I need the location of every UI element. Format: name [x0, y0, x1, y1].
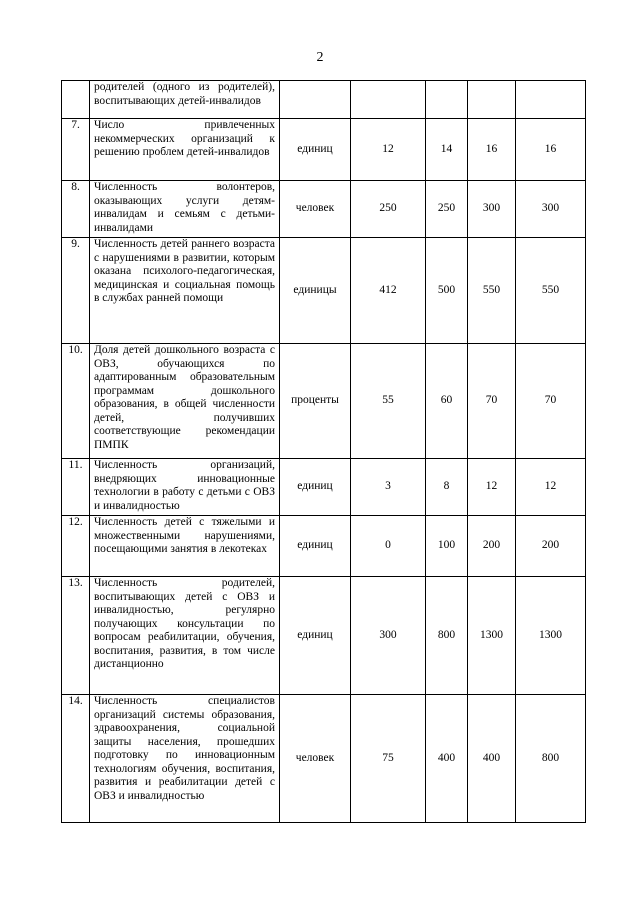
row-number: 7.	[62, 119, 90, 181]
value-cell: 800	[516, 695, 586, 823]
value-cell: 250	[426, 181, 468, 238]
value-cell	[351, 81, 426, 119]
value-cell	[516, 81, 586, 119]
value-cell: 550	[516, 238, 586, 344]
value-cell: 1300	[468, 577, 516, 695]
value-cell: 800	[426, 577, 468, 695]
value-cell: 8	[426, 459, 468, 516]
indicator-description: родителей (одного из родителей), воспитывающих детей-инвалидов	[90, 81, 280, 119]
indicator-description: Число привлеченных некоммерческих организаций к решению проблем детей-инвалидов	[90, 119, 280, 181]
indicator-description: Численность детей с тяжелыми и множественными нарушениями, посещающими занятия в лекотеках	[90, 516, 280, 577]
value-cell: 300	[468, 181, 516, 238]
unit-cell: единиц	[280, 459, 351, 516]
unit-cell: единицы	[280, 238, 351, 344]
value-cell: 12	[351, 119, 426, 181]
row-number: 14.	[62, 695, 90, 823]
table-row	[62, 238, 586, 344]
unit-cell: проценты	[280, 344, 351, 459]
indicators-table	[61, 80, 586, 823]
indicator-description: Численность организаций, внедряющих инновационные технологии в работу с детьми с ОВЗ и инвалидностью	[90, 459, 280, 516]
value-cell: 1300	[516, 577, 586, 695]
value-cell: 200	[516, 516, 586, 577]
value-cell: 55	[351, 344, 426, 459]
table-row	[62, 181, 586, 238]
value-cell: 100	[426, 516, 468, 577]
table-row	[62, 81, 586, 119]
value-cell: 300	[516, 181, 586, 238]
value-cell	[468, 81, 516, 119]
indicator-description: Численность специалистов организаций системы образования, здравоохранения, социальной защиты населения, прошедших подготовку по инновационным технологиям обучения, воспитания, развития и реабилитации детей с ОВЗ и инвалидностью	[90, 695, 280, 823]
table-row	[62, 459, 586, 516]
value-cell	[426, 81, 468, 119]
unit-cell: человек	[280, 695, 351, 823]
value-cell: 200	[468, 516, 516, 577]
row-number: 10.	[62, 344, 90, 459]
indicator-description: Численность родителей, воспитывающих детей с ОВЗ и инвалидностью, регулярно получающих консультации по вопросам реабилитации, обучения, воспитания, развития, в том числе дистанционно	[90, 577, 280, 695]
unit-cell	[280, 81, 351, 119]
value-cell: 400	[468, 695, 516, 823]
row-number	[62, 81, 90, 119]
value-cell: 412	[351, 238, 426, 344]
table-row	[62, 695, 586, 823]
value-cell: 60	[426, 344, 468, 459]
value-cell: 400	[426, 695, 468, 823]
value-cell: 0	[351, 516, 426, 577]
value-cell: 75	[351, 695, 426, 823]
value-cell: 70	[516, 344, 586, 459]
indicator-description: Численность волонтеров, оказывающих услуги детям-инвалидам и семьям с детьми-инвалидами	[90, 181, 280, 238]
row-number: 12.	[62, 516, 90, 577]
unit-cell: единиц	[280, 577, 351, 695]
value-cell: 12	[468, 459, 516, 516]
indicator-description: Доля детей дошкольного возраста с ОВЗ, обучающихся по адаптированным образовательным программам дошкольного образования, в общей численности детей, получивших соответствующие рекомендации ПМПК	[90, 344, 280, 459]
row-number: 11.	[62, 459, 90, 516]
row-number: 8.	[62, 181, 90, 238]
row-number: 13.	[62, 577, 90, 695]
value-cell: 3	[351, 459, 426, 516]
value-cell: 550	[468, 238, 516, 344]
table-row	[62, 516, 586, 577]
unit-cell: человек	[280, 181, 351, 238]
indicator-description: Численность детей раннего возраста с нарушениями в развитии, которым оказана психолого-педагогическая, медицинская и социальная помощь в службах ранней помощи	[90, 238, 280, 344]
table-row	[62, 577, 586, 695]
value-cell: 16	[516, 119, 586, 181]
value-cell: 500	[426, 238, 468, 344]
value-cell: 250	[351, 181, 426, 238]
unit-cell: единиц	[280, 516, 351, 577]
row-number: 9.	[62, 238, 90, 344]
value-cell: 70	[468, 344, 516, 459]
value-cell: 12	[516, 459, 586, 516]
value-cell: 14	[426, 119, 468, 181]
table-row	[62, 119, 586, 181]
value-cell: 300	[351, 577, 426, 695]
value-cell: 16	[468, 119, 516, 181]
unit-cell: единиц	[280, 119, 351, 181]
table-row	[62, 344, 586, 459]
page-number: 2	[316, 50, 324, 65]
